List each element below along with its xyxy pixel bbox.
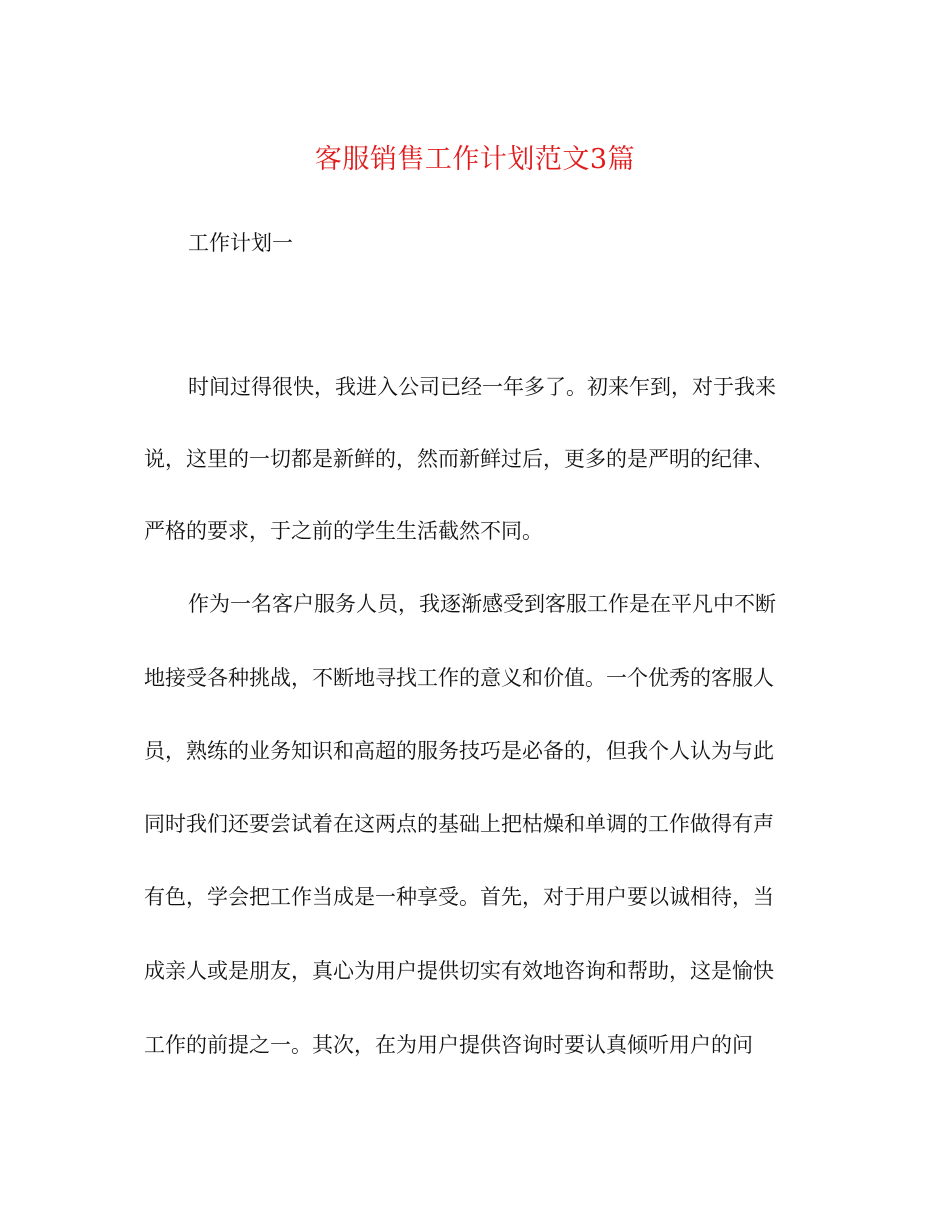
paragraph-2-line-3: 员，熟练的业务知识和高超的服务技巧是必备的，但我个人认为与此 (144, 739, 774, 763)
section-heading: 工作计划一 (188, 231, 293, 255)
paragraph-2-line-2: 地接受各种挑战，不断地寻找工作的意义和价值。一个优秀的客服人 (144, 666, 774, 690)
paragraph-2-line-5: 有色，学会把工作当成是一种享受。首先，对于用户要以诚相待，当 (144, 885, 774, 909)
paragraph-2-line-6: 成亲人或是朋友，真心为用户提供切实有效地咨询和帮助，这是愉快 (144, 959, 774, 983)
paragraph-1-line-1: 时间过得很快，我进入公司已经一年多了。初来乍到，对于我来 (188, 375, 776, 399)
paragraph-1-line-3: 严格的要求，于之前的学生生活截然不同。 (144, 519, 543, 543)
document-title: 客服销售工作计划范文3篇 (314, 144, 636, 175)
paragraph-1-line-2: 说，这里的一切都是新鲜的，然而新鲜过后，更多的是严明的纪律、 (144, 447, 774, 471)
paragraph-2-line-1: 作为一名客户服务人员，我逐渐感受到客服工作是在平凡中不断 (188, 592, 776, 616)
paragraph-2-line-7: 工作的前提之一。其次，在为用户提供咨询时要认真倾听用户的问 (144, 1033, 753, 1057)
paragraph-2-line-4: 同时我们还要尝试着在这两点的基础上把枯燥和单调的工作做得有声 (144, 812, 774, 836)
